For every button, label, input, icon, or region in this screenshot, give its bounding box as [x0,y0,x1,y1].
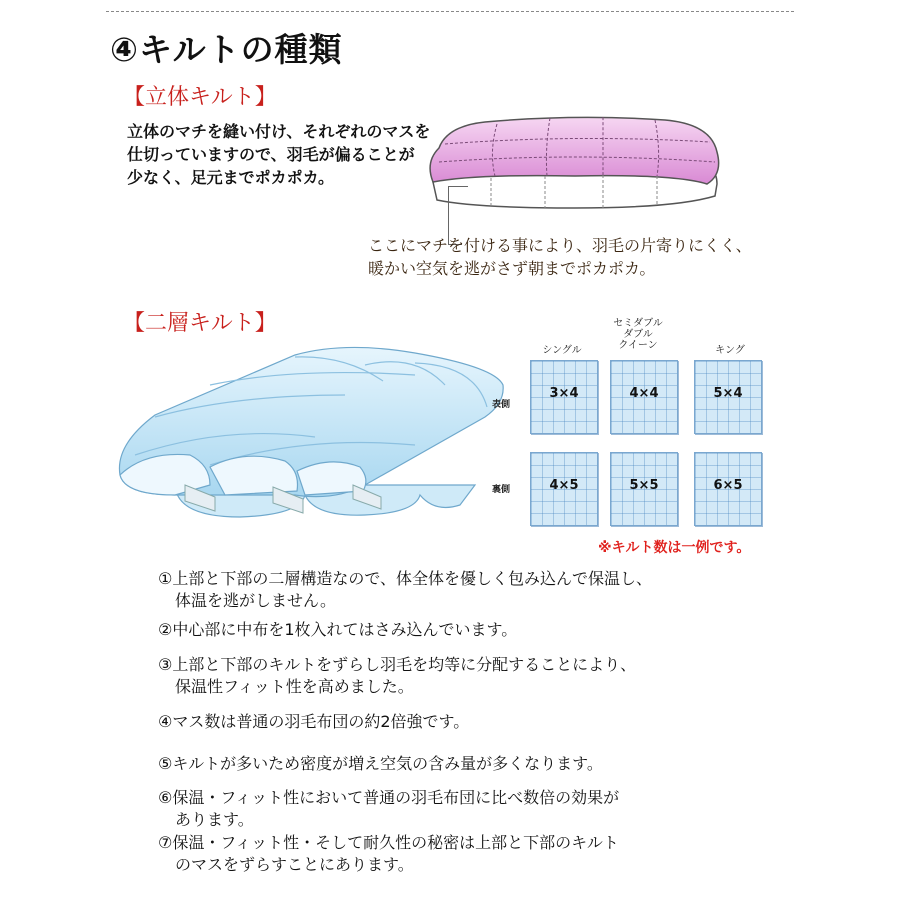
feature-item-text: ④マス数は普通の羽毛布団の約2倍強です。 [158,712,470,731]
quilt-count-value: 5×5 [629,478,659,493]
nisou-quilt-illustration [115,345,510,520]
quilt-count-card [530,360,598,434]
nisou-quilt-heading: 【二層キルト】 [123,311,277,336]
quilt-count-card [530,452,598,526]
feature-item-text: ⑥保温・フィット性において普通の羽毛布団に比べ数倍の効果が [158,788,620,807]
feature-item [158,832,619,876]
quilt-count-card [610,452,678,526]
back-side-label: 裏側 [492,485,511,495]
rittai-description-line: 立体のマチを縫い付け、それぞれのマスを [127,122,431,141]
feature-item-text: ②中心部に中布を1枚入れてはさみ込んでいます。 [158,620,518,639]
feature-item-text: のマスをずらすことにあります。 [175,855,414,874]
top-dashed-divider [106,11,794,12]
feature-item [158,787,619,831]
feature-item-text: ⑦保温・フィット性・そして耐久性の秘密は上部と下部のキルト [158,833,619,852]
quilt-count-value: 6×5 [713,478,743,493]
size-king-label: キング [715,345,745,356]
feature-item-text: 体温を逃がしません。 [175,591,336,610]
quilt-count-value: 3×4 [549,386,579,401]
size-single-label: シングル [542,345,582,356]
quilt-count-value: 5×4 [713,386,743,401]
rittai-description-line: 仕切っていますので、羽毛が偏ることが [127,145,415,164]
quilt-count-value: 4×5 [549,478,579,493]
quilt-count-value: 4×4 [629,386,659,401]
quilt-count-card [610,360,678,434]
feature-item [158,753,603,775]
quilt-count-card [694,360,762,434]
gusset-note [368,234,752,280]
quilt-count-footnote: ※キルト数は一例です。 [598,540,751,556]
callout-leader-horizontal [448,186,468,187]
gusset-note-line: ここにマチを付ける事により、羽毛の片寄りにくく、 [368,236,752,255]
rittai-description [127,120,430,189]
feature-item-text: ⑤キルトが多いため密度が増え空気の含み量が多くなります。 [158,754,603,773]
page-title: ④キルトの種類 [110,30,343,69]
gusset-note-line: 暖かい空気を逃がさず朝までポカポカ。 [368,259,656,278]
feature-item-text: 保温性フィット性を高めました。 [175,677,414,696]
size-double-label: セミダブル ダブル クイーン [613,318,663,351]
rittai-description-line: 少なく、足元までポカポカ。 [127,168,335,187]
feature-item [158,568,652,612]
feature-item-text: あります。 [175,810,254,829]
feature-item [158,654,636,698]
feature-item [158,619,517,641]
quilt-count-card [694,452,762,526]
feature-item-text: ③上部と下部のキルトをずらし羽毛を均等に分配することにより、 [158,655,637,674]
feature-item [158,711,469,733]
front-side-label: 表側 [492,400,511,410]
rittai-quilt-heading: 【立体キルト】 [123,85,277,110]
feature-item-text: ①上部と下部の二層構造なので、体全体を優しく包み込んで保温し、 [158,569,653,588]
rittai-quilt-illustration [425,112,725,212]
